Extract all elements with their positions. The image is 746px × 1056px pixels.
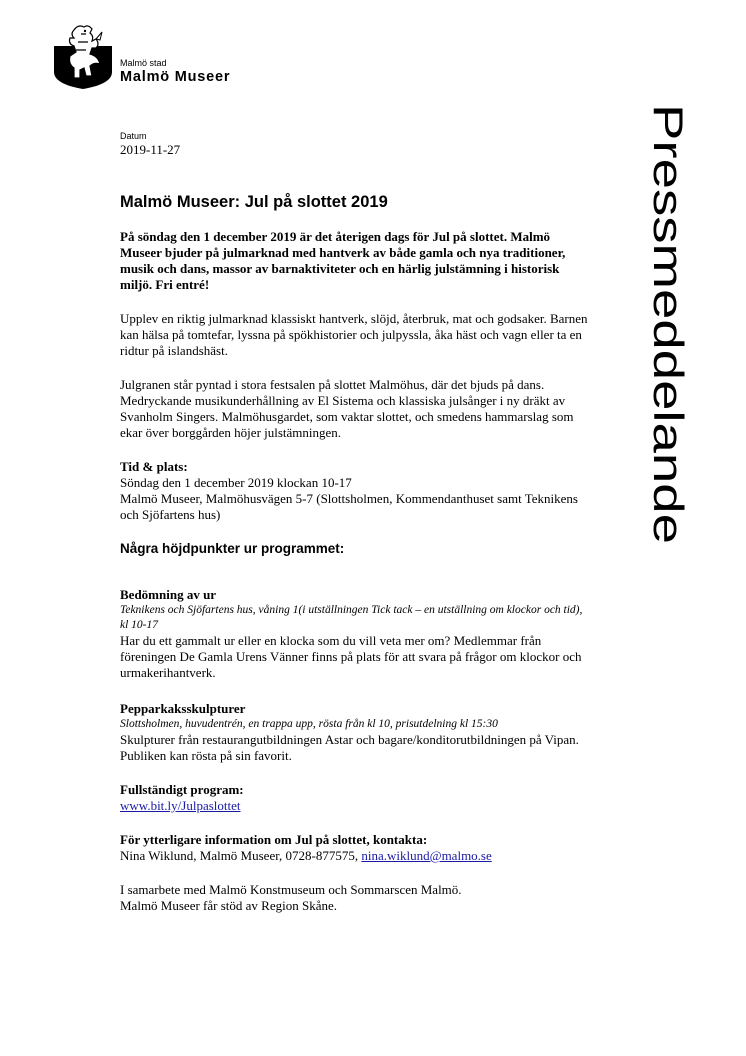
highlights-heading: Några höjdpunkter ur programmet:: [120, 541, 345, 556]
contact-section: [120, 832, 590, 864]
highlight-text: Har du ett gammalt ur eller en klocka som du vill veta mer om? Medlemmar från föreningen De Gamla Urens Vänner finns på plats för att svara på frågor om klockor och urmakerihantverk.: [120, 633, 582, 680]
footer-line: Malmö Museer får stöd av Region Skåne.: [120, 898, 337, 913]
footer-line: I samarbete med Malmö Konstmuseum och Sommarscen Malmö.: [120, 882, 462, 897]
time-place-when: Söndag den 1 december 2019 klockan 10-17: [120, 475, 352, 490]
program-section: [120, 782, 590, 814]
body-paragraph-2: Julgranen står pyntad i stora festsalen på slottet Malmöhus, där det bjuds på dans. Medryckande musikunderhållning av El Sistema och klassiska julsånger i ny dräkt av Svanholm Singers. Malmöhusgardet, som vaktar slottet, och smedens hammarslag som ekar över borggården höjer julstämningen.: [120, 377, 574, 440]
time-place-where: Malmö Museer, Malmöhusvägen 5-7 (Slottsholmen, Kommendanthuset samt Teknikens och Sjöfartens hus): [120, 491, 578, 522]
contact-email-link[interactable]: nina.wiklund@malmo.se: [361, 848, 492, 863]
malmo-stad-logo: [52, 24, 114, 90]
lead-paragraph: På söndag den 1 december 2019 är det återigen dags för Jul på slottet. Malmö Museer bjuder på julmarknad med hantverk av både gamla och nya traditioner, musik och dans, massor av barnaktiviteter och en härlig julstämning i historisk miljö. Fri entré!: [120, 229, 566, 292]
body-paragraph-1: Upplev en riktig julmarknad klassiskt hantverk, slöjd, återbruk, mat och godsaker. Barnen kan hälsa på tomtefar, lyssna på spökhistorier och julpyssla, åka häst och vagn eller ta en ridtur på islandshäst.: [120, 311, 588, 358]
program-heading: Fullständigt program:: [120, 782, 244, 797]
time-place-section: [120, 459, 590, 523]
highlight-title: Bedömning av ur: [120, 587, 217, 602]
org-big-name: Malmö Museer: [120, 69, 231, 85]
highlight-location: Slottsholmen, huvudentrén, en trappa upp, rösta från kl 10, prisutdelning kl 15:30: [120, 718, 498, 730]
program-link[interactable]: www.bit.ly/Julpaslottet: [120, 798, 241, 813]
footer-section: [120, 882, 590, 914]
page-title: Malmö Museer: Jul på slottet 2019: [120, 193, 388, 211]
contact-heading: För ytterligare information om Jul på slottet, kontakta:: [120, 832, 428, 847]
highlight-item: [120, 701, 590, 764]
highlight-item: [120, 587, 590, 681]
vertical-label-text: Pressmeddelande: [645, 104, 692, 443]
time-place-heading: Tid & plats:: [120, 459, 188, 474]
date: 2019-11-27: [120, 142, 181, 157]
document-body: [120, 131, 590, 914]
highlight-text: Skulpturer från restaurangutbildningen Astar och bagare/konditorutbildningen på Vipan. Publiken kan rösta på sin favorit.: [120, 732, 579, 763]
press-release-vertical-label: [636, 104, 700, 554]
date-label: Datum: [120, 131, 147, 141]
highlight-title: Pepparkaksskulpturer: [120, 701, 246, 716]
highlight-location: Teknikens och Sjöfartens hus, våning 1(i utställningen Tick tack – en utställning om klockor och tid), kl 10-17: [120, 604, 583, 631]
griffin-crest-icon: [52, 24, 114, 90]
org-small-name: Malmö stad: [120, 58, 167, 68]
contact-text: Nina Wiklund, Malmö Museer, 0728-877575,: [120, 848, 362, 863]
